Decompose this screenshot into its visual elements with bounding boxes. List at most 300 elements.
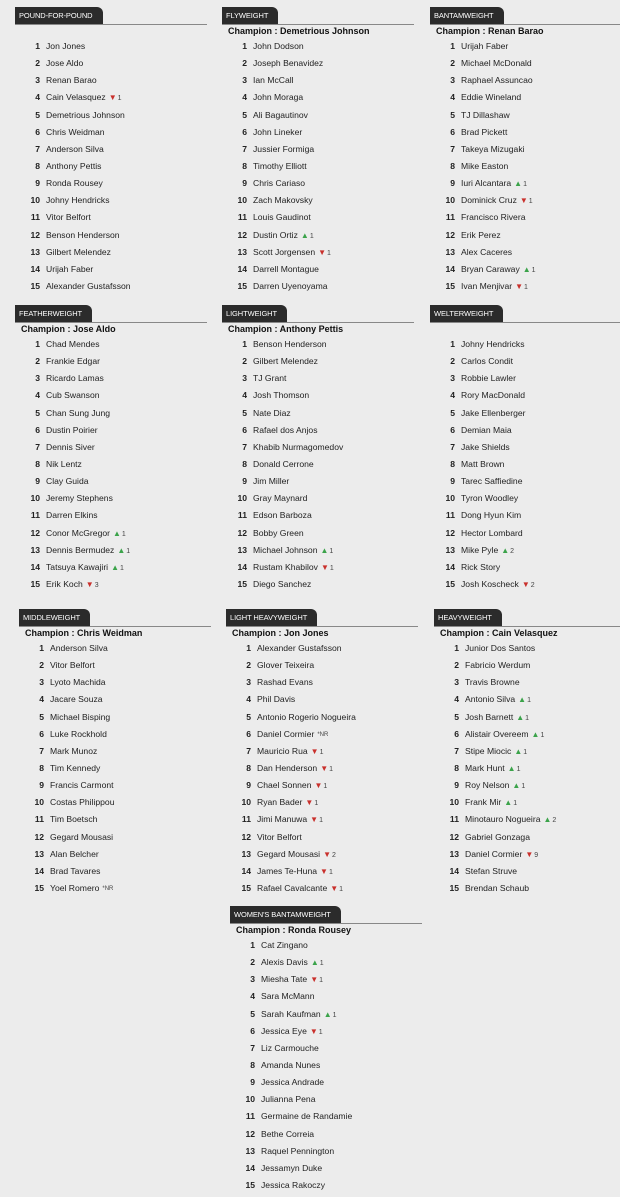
division-panel-pound-for-pound	[15, 5, 207, 295]
rank-number: 1	[454, 643, 459, 653]
rank-number: 4	[450, 390, 455, 401]
rank-number: 12	[30, 229, 40, 240]
fighter-name[interactable]: Alexander Gustafsson	[46, 280, 131, 291]
ranking-row	[430, 278, 620, 295]
fighter-name[interactable]: Gilbert Melendez	[253, 356, 318, 367]
fighter-name[interactable]: Erik Koch	[46, 578, 83, 589]
ranking-row	[430, 38, 620, 55]
fighter-name[interactable]: Ali Bagautinov	[253, 109, 308, 120]
fighter-name[interactable]: Chan Sung Jung	[46, 407, 111, 418]
division-tab[interactable]: POUND-FOR-POUND	[15, 7, 103, 24]
fighter-name[interactable]: Cain Velasquez	[46, 92, 106, 103]
fighter-name[interactable]: Urijah Faber	[46, 263, 94, 274]
division-tab[interactable]: FEATHERWEIGHT	[15, 305, 92, 322]
fighter-name[interactable]: Jessica Eye	[261, 1025, 307, 1036]
division-tab[interactable]: HEAVYWEIGHT	[434, 609, 502, 626]
fighter-name[interactable]: Nate Diaz	[253, 407, 291, 418]
fighter-name[interactable]: Gegard Mousasi	[50, 831, 114, 842]
fighter-name[interactable]: Josh Thomson	[253, 390, 310, 401]
ranking-row	[430, 72, 620, 89]
fighter-name[interactable]: Francisco Rivera	[461, 212, 526, 223]
fighter-name[interactable]: Ivan Menjivar	[461, 280, 513, 291]
fighter-name[interactable]: Bryan Caraway	[461, 263, 520, 274]
fighter-name[interactable]: Yoel Romero	[50, 882, 100, 893]
fighter-name[interactable]: Gabriel Gonzaga	[465, 831, 530, 842]
fighter-name[interactable]: Tarec Saffiedine	[461, 476, 523, 487]
ranking-row	[222, 141, 414, 158]
division-panel-welterweight	[430, 303, 620, 593]
ranking-row	[230, 1108, 422, 1125]
fighter-name[interactable]: Alan Belcher	[50, 848, 99, 859]
rankings-list	[15, 38, 207, 295]
rank-up-icon: ▲ 1	[311, 960, 324, 967]
ranking-row	[222, 89, 414, 106]
fighter-name[interactable]: Demetrious Johnson	[46, 109, 125, 120]
fighter-name[interactable]: Benson Henderson	[253, 339, 327, 349]
fighter-name[interactable]: Dennis Bermudez	[46, 544, 115, 555]
ranking-row	[19, 657, 211, 674]
fighter-name[interactable]: Daniel Cormier	[257, 728, 315, 739]
fighter-name[interactable]: Darren Uyenoyama	[253, 280, 328, 291]
fighter-name[interactable]: Iuri Alcantara	[461, 178, 512, 189]
fighter-name[interactable]: Dustin Poirier	[46, 424, 98, 435]
fighter-name[interactable]: Stipe Miocic	[465, 745, 512, 756]
ranking-row	[226, 709, 418, 726]
rank-number: 3	[450, 373, 455, 384]
rank-number: 15	[237, 280, 247, 291]
rank-number: 5	[450, 407, 455, 418]
fighter-name[interactable]: Eddie Wineland	[461, 92, 522, 103]
fighter-name[interactable]: Dominick Cruz	[461, 195, 517, 206]
ranking-row	[222, 261, 414, 278]
rank-number: 11	[30, 510, 40, 521]
fighter-name[interactable]: Tatsuya Kawajiri	[46, 561, 109, 572]
champion-label	[436, 323, 620, 334]
fighter-name[interactable]: Amanda Nunes	[261, 1059, 321, 1070]
fighter-name[interactable]: Dong Hyun Kim	[461, 510, 522, 521]
fighter-name[interactable]: Ronda Rousey	[46, 178, 103, 189]
rank-number: 14	[445, 561, 455, 572]
fighter-name[interactable]: Rustam Khabilov	[253, 561, 318, 572]
division-tab[interactable]: WOMEN'S BANTAMWEIGHT	[230, 906, 341, 923]
fighter-name[interactable]: Clay Guida	[46, 476, 89, 487]
ranking-row	[15, 353, 207, 370]
ranking-row	[19, 726, 211, 743]
fighter-name[interactable]: Minotauro Nogueira	[465, 814, 541, 825]
ranking-row	[222, 490, 414, 507]
fighter-name[interactable]: Dustin Ortiz	[253, 229, 298, 240]
rank-down-icon: ▼ 1	[320, 766, 333, 773]
ranking-row	[430, 336, 620, 353]
division-tab[interactable]: LIGHT HEAVYWEIGHT	[226, 609, 317, 626]
ranking-row	[430, 559, 620, 576]
fighter-name[interactable]: Matt Brown	[461, 458, 505, 469]
fighter-name[interactable]: Vitor Belfort	[257, 831, 302, 842]
ranking-row	[15, 336, 207, 353]
fighter-name[interactable]: Mike Easton	[461, 160, 509, 171]
fighter-name[interactable]: Raquel Pennington	[261, 1145, 335, 1156]
ranking-row	[15, 387, 207, 404]
fighter-name[interactable]: Alexander Gustafsson	[257, 643, 342, 653]
fighter-name[interactable]: Michael Johnson	[253, 544, 318, 555]
ranking-row	[15, 525, 207, 542]
fighter-name[interactable]: Chris Weidman	[46, 126, 105, 137]
rankings-list	[222, 336, 414, 593]
fighter-name[interactable]: Vitor Belfort	[50, 660, 95, 671]
fighter-name[interactable]: Glover Teixeira	[257, 660, 315, 671]
fighter-name[interactable]: Renan Barao	[46, 75, 97, 86]
fighter-name[interactable]: Vitor Belfort	[46, 212, 91, 223]
ranking-row	[15, 473, 207, 490]
fighter-name[interactable]: Michael McDonald	[461, 58, 532, 69]
rank-number: 4	[454, 694, 459, 705]
rank-down-icon: ▼ 1	[310, 817, 323, 824]
fighter-name[interactable]: Jessica Andrade	[261, 1077, 325, 1088]
rank-number: 9	[242, 178, 247, 189]
fighter-name[interactable]: James Te-Huna	[257, 865, 318, 876]
ranking-row	[19, 709, 211, 726]
fighter-name[interactable]: Fabricio Werdum	[465, 660, 531, 671]
ranking-row	[230, 988, 422, 1005]
rank-number: 4	[242, 92, 247, 103]
fighter-name[interactable]: Chad Mendes	[46, 339, 100, 349]
fighter-name[interactable]: Gilbert Melendez	[46, 246, 111, 257]
rank-number: 14	[237, 263, 247, 274]
fighter-name[interactable]: Rashad Evans	[257, 677, 313, 688]
ranking-row	[430, 209, 620, 226]
rank-number: 1	[450, 41, 455, 51]
rank-down-icon: ▼ 1	[318, 250, 331, 257]
fighter-name[interactable]: Lyoto Machida	[50, 677, 106, 688]
ranking-row	[434, 863, 620, 880]
rank-down-icon: ▼ 1	[330, 886, 343, 893]
fighter-name[interactable]: Ryan Bader	[257, 797, 303, 808]
champion-label: Champion : Ronda Rousey	[236, 925, 352, 935]
ranking-row	[19, 846, 211, 863]
fighter-name[interactable]: Cat Zingano	[261, 940, 308, 950]
rankings-list	[222, 38, 414, 295]
fighter-name[interactable]: Jimi Manuwa	[257, 814, 308, 825]
fighter-name[interactable]: Hector Lombard	[461, 527, 523, 538]
rank-number: 10	[445, 195, 455, 206]
ranking-row	[15, 405, 207, 422]
rank-number: 12	[237, 527, 247, 538]
ranking-row	[222, 107, 414, 124]
ranking-row	[19, 743, 211, 760]
fighter-name[interactable]: Brad Tavares	[50, 865, 101, 876]
ranking-row	[230, 1040, 422, 1057]
rank-number: 5	[39, 711, 44, 722]
fighter-name[interactable]: Miesha Tate	[261, 974, 308, 985]
ranking-row	[222, 336, 414, 353]
fighter-name[interactable]: Mark Munoz	[50, 745, 98, 756]
fighter-name[interactable]: Darrell Montague	[253, 263, 319, 274]
fighter-name[interactable]: Ian McCall	[253, 75, 294, 86]
fighter-name[interactable]: TJ Dillashaw	[461, 109, 510, 120]
division-tab[interactable]: LIGHTWEIGHT	[222, 305, 287, 322]
fighter-name[interactable]: Anderson Silva	[50, 643, 108, 653]
rank-up-icon: ▲ 1	[516, 715, 529, 722]
ranking-row	[226, 691, 418, 708]
rank-number: 5	[35, 407, 40, 418]
fighter-name[interactable]: Rick Story	[461, 561, 501, 572]
fighter-name[interactable]: Louis Gaudinot	[253, 212, 311, 223]
rankings-list	[430, 38, 620, 295]
rank-number: 8	[454, 762, 459, 773]
rank-up-icon: ▲ 1	[111, 565, 124, 572]
fighter-name[interactable]: Stefan Struve	[465, 865, 518, 876]
rankings-list	[15, 336, 207, 593]
rank-number: 8	[450, 458, 455, 469]
champion-label: Champion : Anthony Pettis	[228, 324, 344, 334]
fighter-name[interactable]: Sarah Kaufman	[261, 1008, 321, 1019]
rank-number: 3	[454, 677, 459, 688]
rank-number: 9	[39, 780, 44, 791]
ranking-row	[15, 422, 207, 439]
fighter-name[interactable]: Urijah Faber	[461, 41, 509, 51]
rank-number: 14	[445, 263, 455, 274]
fighter-name[interactable]: Daniel Cormier	[465, 848, 523, 859]
fighter-name[interactable]: Tim Kennedy	[50, 762, 101, 773]
champion-label	[21, 25, 207, 36]
fighter-name[interactable]: Johny Hendricks	[46, 195, 110, 206]
fighter-name[interactable]: Carlos Condit	[461, 356, 514, 367]
fighter-name[interactable]: Roy Nelson	[465, 780, 510, 791]
fighter-name[interactable]: Robbie Lawler	[461, 373, 516, 384]
ranking-row	[430, 439, 620, 456]
ranking-row	[15, 227, 207, 244]
fighter-name[interactable]: Erik Perez	[461, 229, 501, 240]
fighter-name[interactable]: Anderson Silva	[46, 143, 104, 154]
fighter-name[interactable]: John Moraga	[253, 92, 304, 103]
ranking-row	[226, 657, 418, 674]
fighter-name[interactable]: Alexis Davis	[261, 957, 308, 968]
ranking-row	[430, 422, 620, 439]
fighter-name[interactable]: Ricardo Lamas	[46, 373, 104, 384]
fighter-name[interactable]: Jon Jones	[46, 41, 86, 51]
rank-number: 11	[445, 212, 455, 223]
fighter-name[interactable]: Rafael dos Anjos	[253, 424, 318, 435]
ranking-row	[15, 38, 207, 55]
fighter-name[interactable]: Josh Koscheck	[461, 578, 519, 589]
fighter-name[interactable]: Timothy Elliott	[253, 160, 307, 171]
rank-number: 12	[34, 831, 44, 842]
ranking-row	[15, 107, 207, 124]
ranking-row	[434, 743, 620, 760]
fighter-name[interactable]: Mark Hunt	[465, 762, 505, 773]
fighter-name[interactable]: Johny Hendricks	[461, 339, 525, 349]
fighter-name[interactable]: Conor McGregor	[46, 527, 110, 538]
fighter-name[interactable]: Benson Henderson	[46, 229, 120, 240]
rank-number: 11	[237, 510, 247, 521]
fighter-name[interactable]: Julianna Pena	[261, 1094, 316, 1105]
fighter-name[interactable]: Brendan Schaub	[465, 882, 530, 893]
fighter-name[interactable]: Edson Barboza	[253, 510, 312, 521]
rank-number: 6	[242, 424, 247, 435]
fighter-name[interactable]: Alistair Overeem	[465, 728, 529, 739]
rank-number: 9	[35, 476, 40, 487]
fighter-name[interactable]: Jake Ellenberger	[461, 407, 526, 418]
division-tab[interactable]: WELTERWEIGHT	[430, 305, 503, 322]
fighter-name[interactable]: Scott Jorgensen	[253, 246, 316, 257]
fighter-name[interactable]: Liz Carmouche	[261, 1042, 319, 1053]
ranking-row	[434, 691, 620, 708]
rank-number: 7	[35, 441, 40, 452]
division-tab[interactable]: BANTAMWEIGHT	[430, 7, 504, 24]
rank-up-icon: ▲ 1	[117, 548, 130, 555]
rank-up-icon: ▲ 1	[514, 749, 527, 756]
rank-number: 10	[245, 1094, 255, 1105]
rank-number: 6	[242, 126, 247, 137]
fighter-name[interactable]: Demian Maia	[461, 424, 512, 435]
fighter-name[interactable]: Darren Elkins	[46, 510, 98, 521]
fighter-name[interactable]: Sara McMann	[261, 991, 315, 1002]
fighter-name[interactable]: Bethe Correia	[261, 1128, 315, 1139]
ranking-row	[226, 880, 418, 897]
fighter-name[interactable]: Jussier Formiga	[253, 143, 315, 154]
fighter-name[interactable]: Antonio Silva	[465, 694, 516, 705]
fighter-name[interactable]: Gray Maynard	[253, 493, 308, 504]
fighter-name[interactable]: Tim Boetsch	[50, 814, 98, 825]
fighter-name[interactable]: Rory MacDonald	[461, 390, 525, 401]
division-tab[interactable]: FLYWEIGHT	[222, 7, 278, 24]
fighter-name[interactable]: Jacare Souza	[50, 694, 103, 705]
rank-number: 13	[30, 246, 40, 257]
ranking-row	[15, 192, 207, 209]
division-tab[interactable]: MIDDLEWEIGHT	[19, 609, 90, 626]
rank-up-icon: ▲ 2	[501, 548, 514, 555]
ranking-row	[230, 971, 422, 988]
rank-number: 15	[245, 1179, 255, 1190]
fighter-name[interactable]: Mike Pyle	[461, 544, 499, 555]
fighter-name[interactable]: TJ Grant	[253, 373, 287, 384]
rank-number: 7	[35, 143, 40, 154]
rank-number: 1	[242, 339, 247, 349]
fighter-name[interactable]: Mauricio Rua	[257, 745, 308, 756]
fighter-name[interactable]: Luke Rockhold	[50, 728, 107, 739]
fighter-name[interactable]: Chael Sonnen	[257, 780, 312, 791]
rank-number: 12	[237, 229, 247, 240]
ranking-row	[430, 158, 620, 175]
fighter-name[interactable]: Jessamyn Duke	[261, 1162, 323, 1173]
fighter-name[interactable]: John Lineker	[253, 126, 303, 137]
fighter-name[interactable]: Costas Philippou	[50, 797, 115, 808]
ranking-row	[222, 38, 414, 55]
ranking-row	[15, 175, 207, 192]
ranking-row	[222, 192, 414, 209]
fighter-name[interactable]: Jeremy Stephens	[46, 493, 113, 504]
rank-number: 6	[250, 1025, 255, 1036]
rank-number: 5	[250, 1008, 255, 1019]
ranking-row	[434, 846, 620, 863]
fighter-name[interactable]: Germaine de Randamie	[261, 1111, 353, 1122]
rank-number: 9	[450, 476, 455, 487]
fighter-name[interactable]: Jessica Rakoczy	[261, 1179, 325, 1190]
fighter-name[interactable]: Bobby Green	[253, 527, 304, 538]
rankings-list	[230, 937, 422, 1194]
rank-number: 6	[35, 424, 40, 435]
fighter-name[interactable]: Junior Dos Santos	[465, 643, 536, 653]
fighter-name[interactable]: Jake Shields	[461, 441, 510, 452]
ranking-row	[15, 490, 207, 507]
fighter-name[interactable]: Frank Mir	[465, 797, 502, 808]
rank-number: 15	[241, 882, 251, 893]
fighter-name[interactable]: Josh Barnett	[465, 711, 514, 722]
fighter-name[interactable]: Chris Cariaso	[253, 178, 306, 189]
fighter-name[interactable]: Takeya Mizugaki	[461, 143, 525, 154]
rank-number: 11	[245, 1111, 255, 1122]
rank-number: 7	[246, 745, 251, 756]
not-ranked-badge: *NR	[317, 731, 329, 738]
fighter-name[interactable]: Cub Swanson	[46, 390, 100, 401]
ranking-row	[222, 456, 414, 473]
ranking-row	[434, 709, 620, 726]
ranking-row	[434, 880, 620, 897]
fighter-name[interactable]: Antonio Rogerio Nogueira	[257, 711, 356, 722]
fighter-name[interactable]: Francis Carmont	[50, 780, 114, 791]
ranking-row	[226, 846, 418, 863]
ranking-row	[15, 209, 207, 226]
rank-down-icon: ▼ 1	[515, 284, 528, 291]
fighter-name[interactable]: Anthony Pettis	[46, 160, 102, 171]
rank-number: 2	[242, 356, 247, 367]
fighter-name[interactable]: John Dodson	[253, 41, 304, 51]
rank-number: 8	[35, 458, 40, 469]
fighter-name[interactable]: Michael Bisping	[50, 711, 111, 722]
fighter-name[interactable]: Nik Lentz	[46, 458, 82, 469]
ranking-row	[19, 880, 211, 897]
ranking-row	[230, 1074, 422, 1091]
ranking-row	[222, 542, 414, 559]
fighter-name[interactable]: Raphael Assuncao	[461, 75, 533, 86]
fighter-name[interactable]: Alex Caceres	[461, 246, 513, 257]
ranking-row	[430, 576, 620, 593]
ranking-row	[230, 937, 422, 954]
fighter-name[interactable]: Jose Aldo	[46, 58, 84, 69]
fighter-name[interactable]: Diego Sanchez	[253, 578, 312, 589]
rank-number: 2	[242, 58, 247, 69]
fighter-name[interactable]: Phil Davis	[257, 694, 296, 705]
ranking-row	[230, 1023, 422, 1040]
rank-down-icon: ▼ 1	[310, 1029, 323, 1036]
rank-number: 5	[454, 711, 459, 722]
fighter-name[interactable]: Khabib Nurmagomedov	[253, 441, 344, 452]
rank-number: 6	[246, 728, 251, 739]
fighter-name[interactable]: Rafael Cavalcante	[257, 882, 328, 893]
fighter-name[interactable]: Zach Makovsky	[253, 195, 313, 206]
ranking-row	[430, 107, 620, 124]
fighter-name[interactable]: Frankie Edgar	[46, 356, 100, 367]
rank-number: 4	[35, 390, 40, 401]
champion-label: Champion : Chris Weidman	[25, 628, 143, 638]
fighter-name[interactable]: Dan Henderson	[257, 762, 318, 773]
fighter-name[interactable]: Tyron Woodley	[461, 493, 519, 504]
fighter-name[interactable]: Jim Miller	[253, 476, 290, 487]
ranking-row	[430, 261, 620, 278]
fighter-name[interactable]: Joseph Benavidez	[253, 58, 324, 69]
fighter-name[interactable]: Dennis Siver	[46, 441, 95, 452]
rank-number: 14	[34, 865, 44, 876]
rank-number: 14	[245, 1162, 255, 1173]
fighter-name[interactable]: Travis Browne	[465, 677, 520, 688]
fighter-name[interactable]: Donald Cerrone	[253, 458, 314, 469]
rank-number: 12	[445, 527, 455, 538]
division-panel-heavyweight	[434, 607, 620, 897]
fighter-name[interactable]: Gegard Mousasi	[257, 848, 321, 859]
ranking-row	[15, 141, 207, 158]
fighter-name[interactable]: Brad Pickett	[461, 126, 508, 137]
rank-number: 8	[250, 1059, 255, 1070]
